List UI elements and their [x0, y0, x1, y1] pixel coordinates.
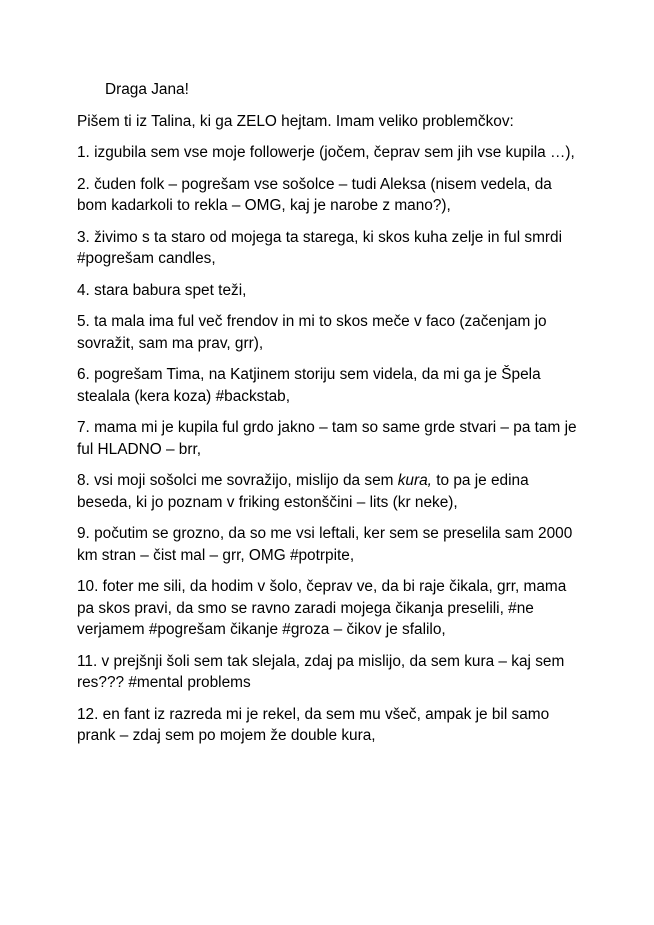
- list-item: 1. izgubila sem vse moje followerje (jočem, čeprav sem jih vse kupila …),: [77, 144, 575, 161]
- list-item: 7. mama mi je kupila ful grdo jakno – tam so same grde stvari – pa tam je ful HLADNO – brr,: [77, 419, 577, 458]
- list-item: 5. ta mala ima ful več frendov in mi to skos meče v faco (začenjam jo sovražit, sam ma prav, grr),: [77, 313, 547, 352]
- list-item-text-after: to pa je edina beseda, ki jo poznam v friking estonščini – lits (kr neke),: [77, 472, 529, 511]
- list-item: 6. pogrešam Tima, na Katjinem storiju sem videla, da mi ga je Špela stealala (kera koza) #backstab,: [77, 366, 541, 405]
- list-item: 10. foter me sili, da hodim v šolo, čeprav ve, da bi raje čikala, grr, mama pa skos pravi, da smo se ravno zaradi mojega čikanja preselili, #ne verjamem #pogrešam čikanje #groza – čikov je sfalilo,: [77, 578, 567, 638]
- list-item: 12. en fant iz razreda mi je rekel, da sem mu všeč, ampak je bil samo prank – zdaj sem po mojem že double kura,: [77, 705, 550, 744]
- list-item-text-before: 8. vsi moji sošolci me sovražijo, mislijo da sem: [77, 472, 398, 489]
- list-item: 11. v prejšnji šoli sem tak slejala, zdaj pa mislijo, da sem kura – kaj sem res??? #mental problems: [77, 652, 565, 691]
- list-item: 2. čuden folk – pogrešam vse sošolce – tudi Aleksa (nisem vedela, da bom kadarkoli to rekla – OMG, kaj je narobe z mano?),: [77, 175, 552, 214]
- letter-intro: Pišem ti iz Talina, ki ga ZELO hejtam. Imam veliko problemčkov:: [77, 112, 514, 130]
- list-item: 4. stara babura spet teži,: [77, 281, 247, 299]
- letter-body: [77, 79, 577, 757]
- list-item: [77, 470, 577, 513]
- list-item-emphasis: kura,: [397, 472, 432, 489]
- letter-greeting: Draga Jana!: [105, 81, 189, 98]
- list-item: 9. počutim se grozno, da so me vsi leftali, ker sem se preselila sam 2000 km stran – čist mal – grr, OMG #potrpite,: [77, 525, 573, 564]
- list-item: 3. živimo s ta staro od mojega ta starega, ki skos kuha zelje in ful smrdi #pogrešam candles,: [77, 228, 563, 267]
